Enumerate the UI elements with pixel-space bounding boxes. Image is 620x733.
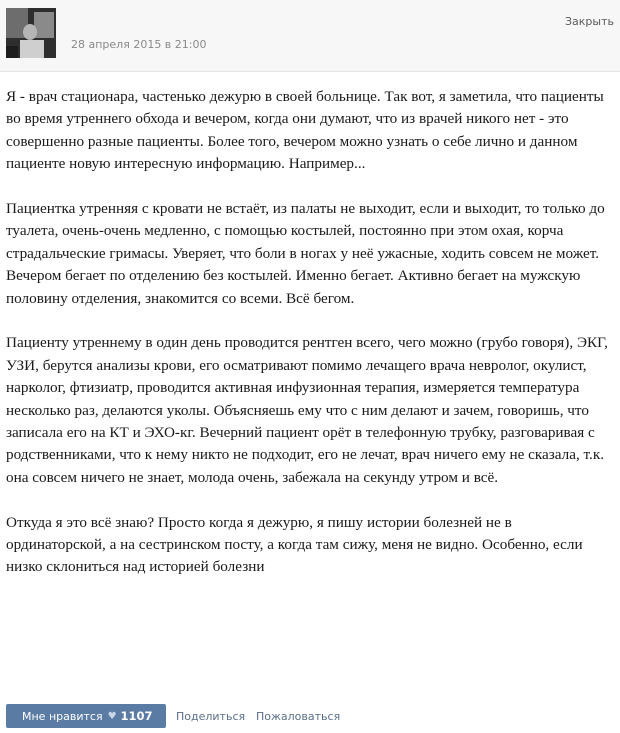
post-footer <box>6 704 614 728</box>
like-button[interactable] <box>6 704 166 728</box>
like-count: 1107 <box>120 709 153 723</box>
post-text <box>6 86 612 601</box>
share-link[interactable]: Поделиться <box>176 710 246 723</box>
post-paragraph: Пациенту утреннему в один день проводится рентген всего, чего можно (грубо говоря), ЭКГ, УЗИ, берутся анализы крови, его осматривают помимо лечащего врача невролог, окулист, нарколог, фтизиатр, проводится активная инфузионная терапия, измеряется температура несколько раз, делаются уколы. Объясняешь ему что с ним делают и зачем, говоришь, что записала его на КТ и ЭХО-кг. Вечерний пациент орёт в телефонную трубку, разговаривая с родственниками, что к нему никто не подходит, его не лечат, врач ничего ему не сказала, т.к. она совсем ничего не знает, молода очень, забежала на секунду утром и всё. <box>6 334 608 486</box>
report-link[interactable]: Пожаловаться <box>256 710 341 723</box>
post-header <box>0 0 620 72</box>
like-label: Мне нравится <box>22 709 103 723</box>
post-paragraph: Пациентка утренняя с кровати не встаёт, из палаты не выходит, если и выходит, то только до туалета, очень-очень медленно, с помощью костылей, постоянно при этом охая, корча страдальческие гримасы. Уверяет, что боли в ногах у неё ужасные, ходить совсем не может. Вечером бегает по отделению без костылей. Именно бегает. Активно бегает на мужскую половину отделения, знакомится со всеми. Всё бегом. <box>6 200 605 307</box>
post-paragraph: Откуда я это всё знаю? Просто когда я дежурю, я пишу истории болезней не в ординаторской, а на сестринском посту, а когда там сижу, меня не видно. Особенно, если низко склониться над историей болезни <box>6 513 583 576</box>
heart-icon: ♥ <box>107 710 117 722</box>
post-paragraph: Я - врач стационара, частенько дежурю в своей больнице. Так вот, я заметила, что пациенты во время утреннего обхода и вечером, когда они думают, что из врачей никого нет - это совершенно разные пациенты. Более того, вечером можно узнать о себе лично и данном пациенте новую интересную информацию. Например... <box>6 88 604 173</box>
avatar[interactable] <box>6 8 56 58</box>
avatar-photo-icon <box>6 8 56 58</box>
post-date: 28 апреля 2015 в 21:00 <box>71 38 207 51</box>
close-button[interactable]: Закрыть <box>565 15 614 28</box>
